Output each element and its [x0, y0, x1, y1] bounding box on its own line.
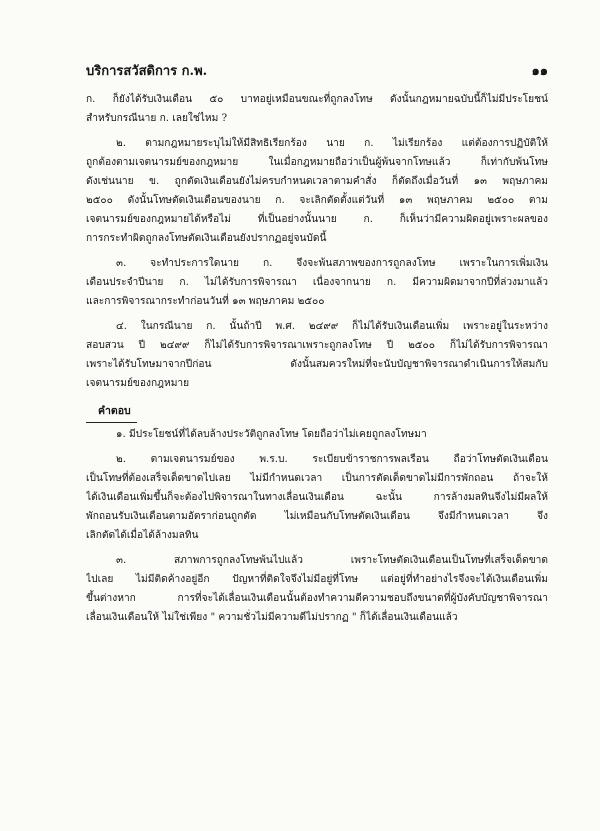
document-body [86, 90, 548, 627]
text-line: ๔. ในกรณีนาย ก. นั้นถ้าปี พ.ศ. ๒๔๙๙ ก็ไม่ได้รับเงินเดือนเพิ่ม เพราะอยู่ในระหว่าง [116, 321, 548, 332]
text-line: ๒. ตามกฎหมายระบุไม่ให้มีสิทธิเรียกร้อง นาย ก. ไม่เรียกร้อง แต่ต้องการปฏิบัติให้ [116, 138, 548, 149]
page-header [86, 60, 548, 80]
text-line: สอบสวน ปี ๒๔๙๙ ก็ไม่ได้รับการพิจารณาเพราะถูกลงโทษ ปี ๒๕๐๐ ก็ไม่ได้รับการพิจารณา [86, 340, 548, 351]
text-line: ก. ก็ยังได้รับเงินเดือน ๕๐ บาทอยู่เหมือนขณะที่ถูกลงโทษ ดังนั้นกฎหมายฉบับนี้ก็ไม่มีประโยชน์ [86, 94, 548, 105]
text-line: เลิกตัดได้เมื่อได้ล้างมลทิน [86, 530, 199, 541]
text-line: ๒. ตามเจตนารมย์ของ พ.ร.บ. ระเบียบข้าราชการพลเรือน ถือว่าโทษตัดเงินเดือน [116, 454, 548, 465]
answer-heading: คำตอบ [86, 400, 137, 423]
text-line: ไปเลย ไม่มีติดค้างอยู่อีก ปัญหาที่ติดใจจึงไม่มีอยู่ที่โทษ แต่อยู่ที่ทำอย่างไรจึงจะได้เงินเดือนเพิ่ม [86, 574, 548, 585]
text-line: ๒๕๐๐ ดังนั้นโทษตัดเงินเดือนของนาย ก. จะเลิกตัดตั้งแต่วันที่ ๑๓ พฤษภาคม ๒๕๐๐ ตาม [86, 195, 548, 206]
text-line: สำหรับกรณีนาย ก. เลยใช่ไหม ? [86, 113, 228, 124]
text-line: พักถอนรับเงินเดือนตามอัตราก่อนถูกตัด ไม่เหมือนกับโทษตัดเงินเดือน จึงมีกำหนดเวลา จึง [86, 511, 548, 522]
text-line: ๑. มีประโยชน์ที่ได้ลบล้างประวัติถูกลงโทษ โดยถือว่าไม่เคยถูกลงโทษมา [116, 429, 427, 440]
header-title: บริการสวัสดิการ ก.พ. [86, 64, 208, 79]
text-line: และการพิจารณากระทำก่อนวันที่ ๑๓ พฤษภาคม ๒๕๐๐ [86, 296, 325, 307]
text-line: เจตนารมย์ของกฎหมาย [86, 378, 190, 389]
text-line: เดือนประจำปีนาย ก. ไม่ได้รับการพิจารณา เนื่องจากนาย ก. มีความผิดมาจากปีที่ล่วงมาแล้ว [86, 277, 548, 288]
text-line: การกระทำผิดถูกลงโทษตัดเงินเดือนยังปรากฏอยู่จนบัดนี้ [86, 233, 327, 244]
text-line: ๓. สภาพการถูกลงโทษพ้นไปแล้ว เพราะโทษตัดเงินเดือนเป็นโทษที่เสร็จเด็ดขาด [116, 555, 548, 566]
text-line: เพราะได้รับโทษมาจากปีก่อน ดังนั้นสมควรใหม่ที่จะนับบัญชาพิจารณาดำเนินการให้สมกับ [86, 359, 548, 370]
text-line: ดังเช่นนาย ข. ถูกตัดเงินเดือนยังไม่ครบกำหนดเวลาตามคำสั่ง ก็ตัดถึงเมื่อวันที่ ๑๓ พฤษภาคม [86, 176, 548, 187]
text-line: ๓. จะทำประการใดนาย ก. จึงจะพ้นสภาพของการถูกลงโทษ เพราะในการเพิ่มเงิน [116, 258, 548, 269]
text-line: ได้เงินเดือนเพิ่มขึ้นก็จะต้องไปพิจารณาในทางเลื่อนเงินเดือน ฉะนั้น การล้างมลทินจึงไม่มีผลให้ [86, 492, 548, 503]
text-line: ขึ้นต่างหาก การที่จะได้เลื่อนเงินเดือนนั้นต้องทำความดีความชอบถึงขนาดที่ผู้บังคับบัญชาพิจารณา [86, 593, 548, 604]
page-number: ๑๑ [531, 64, 548, 79]
text-line: เจตนารมย์ของกฎหมายได้หรือไม่ ที่เป็นอย่างนั้นนาย ก. ก็เห็นว่ามีความผิดอยู่เพราะผลของ [86, 214, 548, 225]
answer-heading-row [86, 399, 548, 425]
text-line: เป็นโทษที่ต้องเสร็จเด็ดขาดไปเลย ไม่มีกำหนดเวลา เป็นการตัดเด็ดขาดไม่มีการพักถอน ถ้าจะให้ [86, 473, 548, 484]
text-line: เลื่อนเงินเดือนให้ ไม่ใช่เพียง " ความชั่วไม่มีความดีไม่ปรากฏ " ก็ได้เลื่อนเงินเดือนแล้ว [86, 612, 458, 623]
text-line: ถูกต้องตามเจตนารมย์ของกฎหมาย ในเมื่อกฎหมายถือว่าเป็นผู้พ้นจากโทษแล้ว ก็เท่ากับพ้นโทษ [86, 157, 548, 168]
